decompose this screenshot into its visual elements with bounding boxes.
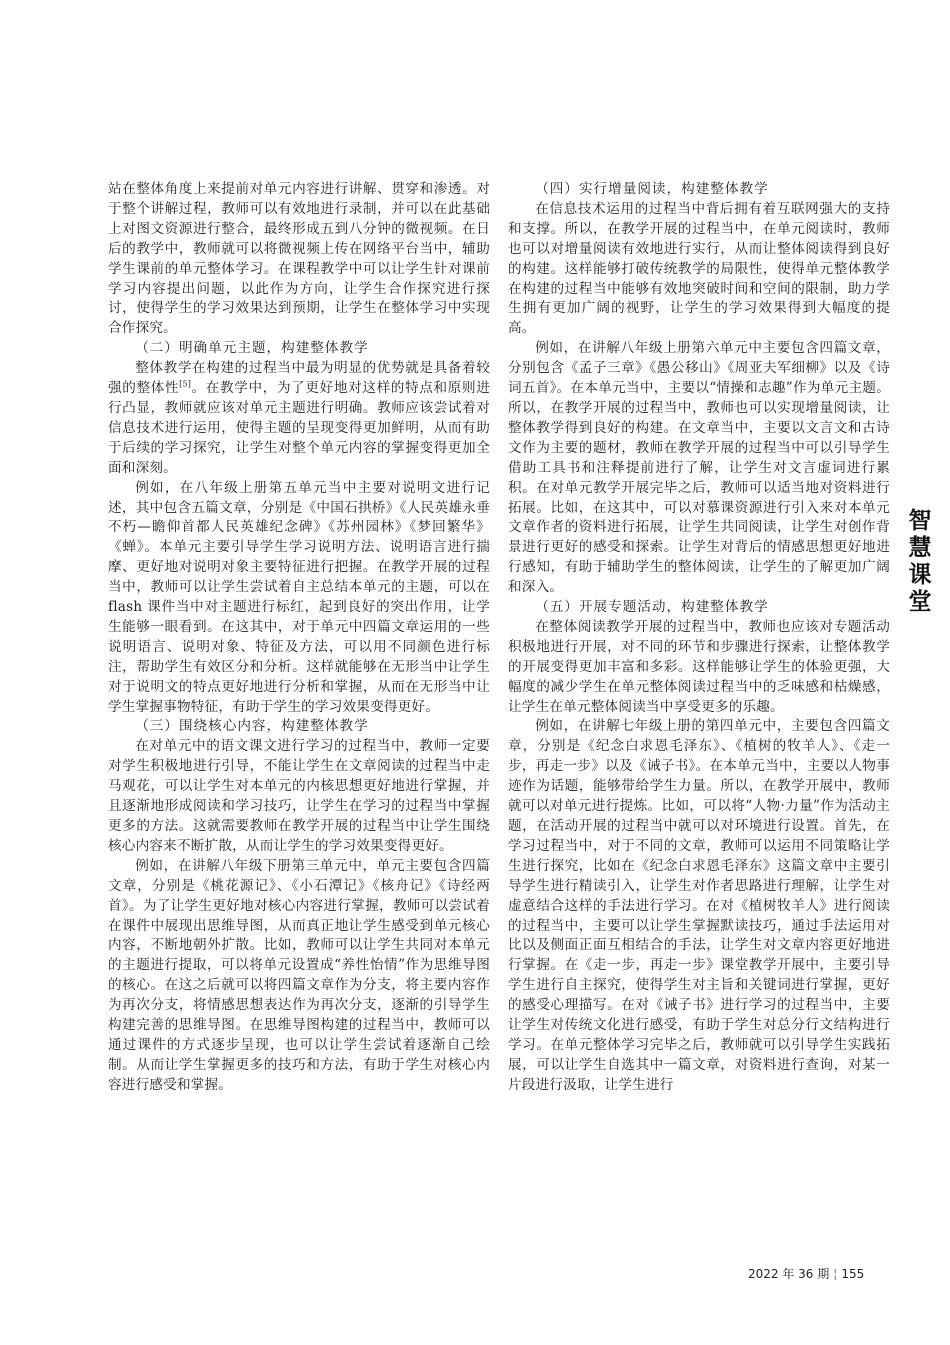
right-column (508, 180, 890, 1096)
paragraph-intro-continued: 站在整体角度上来提前对单元内容进行讲解、贯穿和渗透。对于整个讲解过程，教师可以有效地进行录制，并可以在此基础上对图文资源进行整合，最终形成五到八分钟的微视频。在日后的教学中，教师就可以将微视频上传在网络平台当中，辅助学生课前的单元整体学习。在课程教学中可以让学生针对课前学习内容提出问题，以此作为方向，让学生合作探究进行探讨，使得学生的学习效果达到预期，让学生在整体学习中实现合作探究。 (108, 181, 490, 337)
left-column (108, 180, 490, 1096)
paragraph-unit-theme (108, 359, 490, 478)
paragraph-example-grade8-unit3: 例如，在讲解八年级下册第三单元中，单元主要包含四篇文章，分别是《桃花源记》、《小石潭记》《核舟记》《诗经两首》。为了让学生更好地对核心内容进行掌握，教师可以尝试着在课件中展现出思维导图，从而真正地让学生感受到单元核心内容，不断地朝外扩散。比如，教师可以让学生共同对本单元的主题进行提取，可以将单元设置成“养性怡情”作为思维导图的核心。在这之后就可以将四篇文章作为分支，将主要内容作为再次分支，将情感思想表达作为再次分支，逐渐的引导学生构建完善的思维导图。在思维导图构建的过程当中，教师可以通过课件的方式逐步呈现，也可以让学生尝试着逐渐自己绘制。从而让学生掌握更多的技巧和方法，有助于学生对核心内容进行感受和掌握。 (108, 857, 490, 1093)
side-label-char: 慧 (908, 535, 932, 561)
side-label-char: 堂 (908, 589, 932, 615)
paragraph-unit-theme-text-b: 。在教学中，为了更好地对这样的特点和原则进行凸显，教师就应该对单元主题进行明确。教师应该尝试着对信息技术进行运用，使得主题的呈现变得更加鲜明，从而有助于后续的学习探究，让学生对整个单元内容的掌握变得更加全面和深刻。 (108, 380, 491, 476)
footer-separator: ¦ (833, 1267, 838, 1281)
citation-ref: [5] (179, 379, 192, 389)
paragraph-example-grade8-unit6: 例如，在讲解八年级上册第六单元中主要包含四篇文章，分别包含《孟子三章》《愚公移山》《周亚夫军细柳》以及《诗词五首》。在本单元当中，主要以“情操和志趣”作为单元主题。所以，在教学开展的过程当中，教师也可以实现增量阅读，让整体教学得到良好的构建。在文章当中，主要以文言文和古诗文作为主要的题材，教师在教学开展的过程当中可以引导学生借助工具书和注释提前进行了解，让学生对文言虚词进行累积。在对单元教学开展完毕之后，教师可以适当地对资料进行拓展。比如，在这其中，可以对慕课资源进行引入来对本单元文章作者的资料进行拓展，让学生共同阅读，让学生对创作背景进行更好的感受和探索。让学生对背后的情感思想更好地进行感知，有助于辅助学生的整体阅读，让学生的了解更加广阔和深入。 (508, 340, 890, 596)
issue-label: 2022 年 36 期 (748, 1267, 830, 1281)
side-label-char: 课 (908, 562, 932, 588)
page-footer (748, 1265, 864, 1282)
section-side-label (900, 508, 940, 616)
paragraph-incremental-reading: 在信息技术运用的过程当中背后拥有着互联网强大的支持和支撑。所以，在教学开展的过程当中，在单元阅读时，教师也可以对增量阅读有效地进行实行，从而让整体阅读得到良好的构建。这样能够打破传统教学的局限性，使得单元整体教学在构建的过程当中能够有效地突破时间和空间的限制，助力学生拥有更加广阔的视野，让学生的学习效果得到大幅度的提高。 (508, 200, 890, 337)
section-heading-3: （三）围绕核心内容，构建整体教学 (135, 718, 369, 735)
paragraph-example-grade7-unit4: 例如，在讲解七年级上册的第四单元中，主要包含四篇文章，分别是《纪念白求恩毛泽东》、《植树的牧羊人》、《走一步，再走一步》以及《诫子书》。在本单元当中，主要以人物事迹作为话题，能够带给学生力量。所以，在教学开展中，教师就可以对单元进行提炼。比如，可以将“人物·力量”作为活动主题，在活动开展的过程当中就可以对环境进行设置。首先，在学习过程当中，对于不同的文章，教师可以运用不同策略让学生进行探究，比如在《纪念白求恩毛泽东》这篇文章中主要引导学生进行精读引入，让学生对作者思路进行理解，让学生对虚意结合这样的手法进行学习。在对《植树牧羊人》进行阅读的过程当中，主要可以让学生掌握默读技巧，通过手法运用对比以及侧面正面互相结合的手法，让学生对文章内容更好地进行掌握。在《走一步，再走一步》课堂教学开展中，主要引导学生进行自主探究，使得学生对主旨和关键词进行掌握，更好的感受心理描写。在对《诫子书》进行学习的过程当中，主要让学生对传统文化进行感受，有助于学生对总分行文结构进行学习。在单元整体学习完毕之后，教师就可以引导学生实践拓展，可以让学生自选其中一篇文章，对资料进行查询，对某一片段进行汲取，让学生进行 (508, 718, 890, 1093)
section-heading-5: （五）开展专题活动，构建整体教学 (535, 599, 769, 616)
side-label-char: 智 (908, 508, 932, 534)
paragraph-example-grade8-unit5: 例如，在八年级上册第五单元当中主要对说明文进行记述，其中包含五篇文章，分别是《中国石拱桥》《人民英雄永垂不朽—瞻仰首都人民英雄纪念碑》《苏州园林》《梦回繁华》《蝉》。本单元主要引导学生学习说明方法、说明语言进行揣摩、更好地对说明对象主要特征进行把握。在教学开展的过程当中，教师可以让学生尝试着自主总结本单元的主题，可以在 flash 课件当中对主题进行标红，起到良好的突出作用，让学生能够一眼看到。在这其中，对于单元中四篇文章运用的一些说明语言、说明对象、特征及方法，可以用不同颜色进行标注，帮助学生有效区分和分析。这样就能够在无形当中让学生对于说明文的特点更好地进行分析和掌握，从而在无形当中让学生掌握事物特征，有助于学生的学习效果变得更好。 (108, 479, 490, 715)
section-heading-4: （四）实行增量阅读，构建整体教学 (535, 181, 769, 197)
page-number: 155 (841, 1267, 865, 1281)
paragraph-unit-theme-text-a: 整体教学在构建的过程当中最为明显的优势就是具备着较强的整体性 (108, 360, 490, 397)
section-heading-2: （二）明确单元主题，构建整体教学 (135, 340, 369, 357)
paragraph-core-content: 在对单元中的语文课文进行学习的过程当中，教师一定要对学生积极地进行引导，不能让学生在文章阅读的过程当中走马观花，可以让学生对本单元的内核思想更好地进行掌握，并且逐渐地形成阅读和学习技巧，让学生在学习的过程当中掌握更多的方法。这就需要教师在教学开展的过程当中让学生围绕核心内容来不断扩散，从而让学生的学习效果变得更好。 (108, 738, 490, 854)
paragraph-thematic-activities: 在整体阅读教学开展的过程当中，教师也应该对专题活动积极地进行开展，对不同的环节和步骤进行探索，让整体教学的开展变得更加丰富和多彩。这样能够让学生的体验更强，大幅度的减少学生在单元整体阅读过程当中的乏味感和枯燥感，让学生在单元整体阅读当中享受更多的乐趣。 (508, 618, 890, 715)
